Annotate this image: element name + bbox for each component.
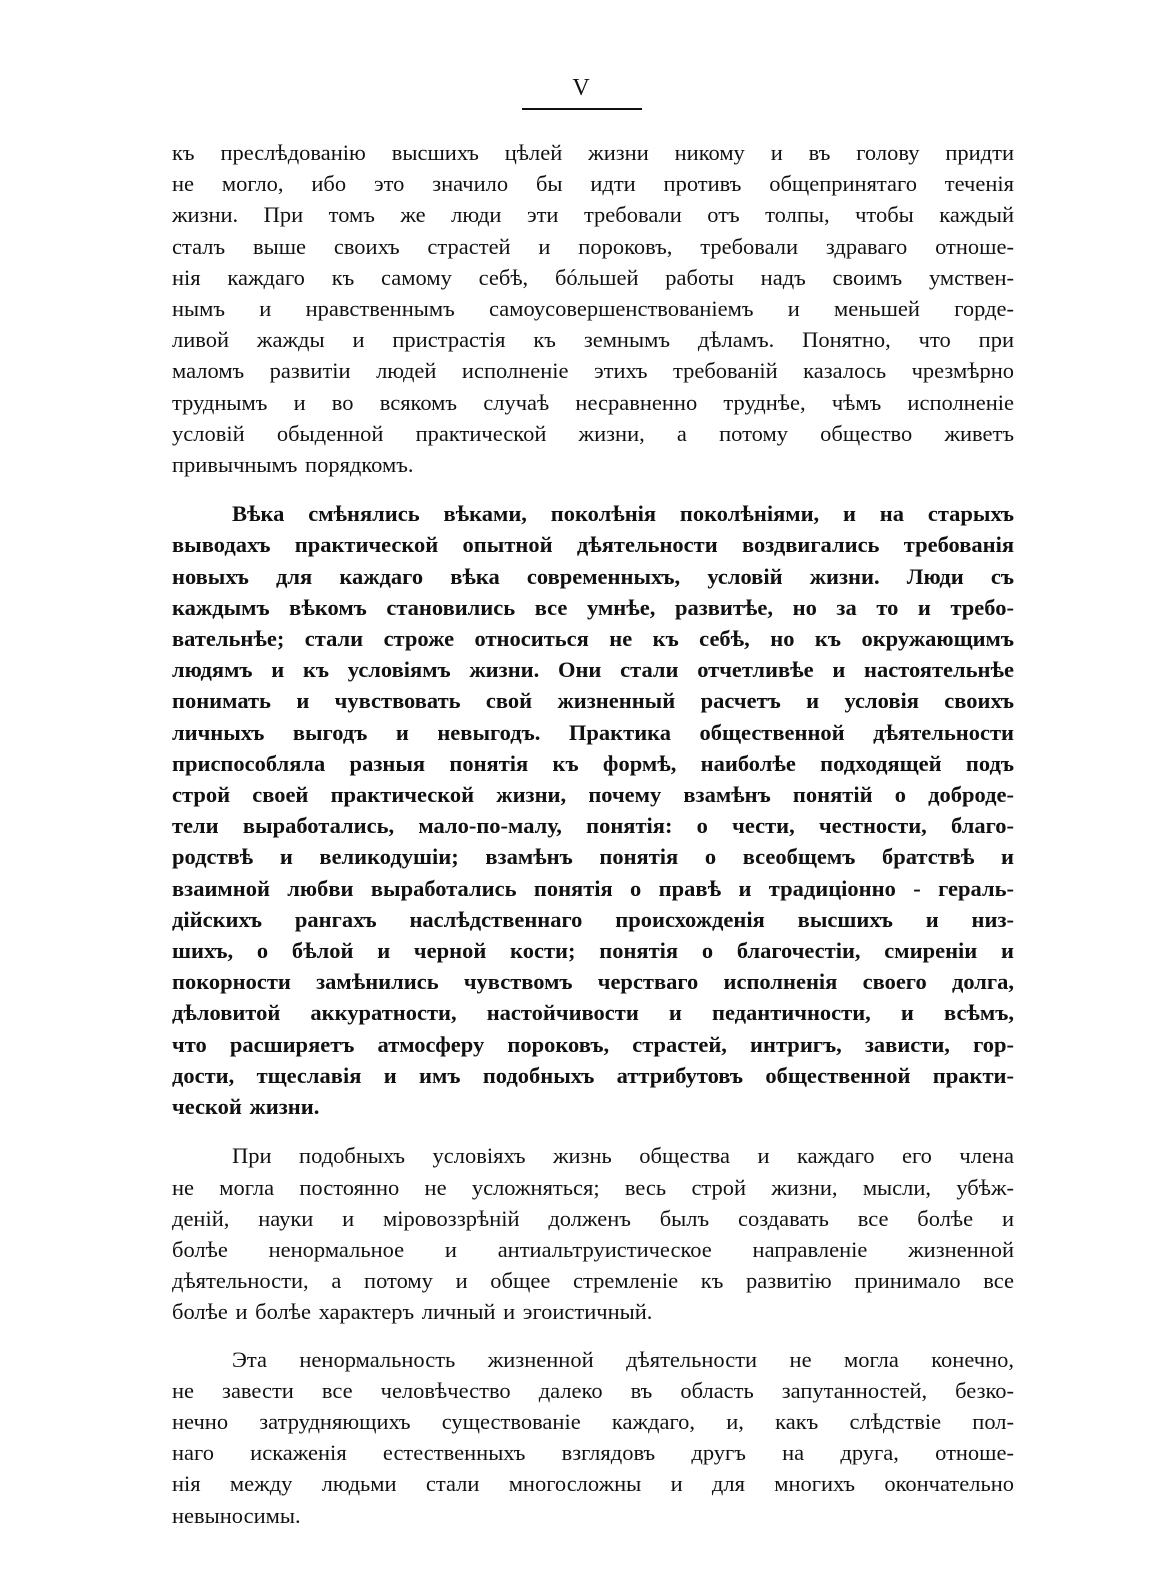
text-line: каждымъ вѣкомъ становились все умнѣе, развитѣе, но за то и требо- (172, 594, 1014, 620)
text-line: личныхъ выгодъ и невыгодъ. Практика общественной дѣятельности (172, 719, 1014, 745)
text-line: болѣе ненормальное и антиальтруистическое направленiе жизненной (172, 1236, 1014, 1262)
text-line: нечно затрудняющихъ существованiе каждаго, и, какъ слѣдствiе пол- (172, 1408, 1014, 1434)
header-rule (522, 108, 642, 110)
text-line: вательнѣе; стали строже относиться не къ себѣ, но къ окружающимъ (172, 626, 1014, 652)
text-line: наго искаженiя естественныхъ взглядовъ другъ на друга, отноше- (172, 1440, 1014, 1466)
text-line: При подобныхъ условiяхъ жизнь общества и каждаго его члена (232, 1143, 1014, 1169)
text-line: условiй обыденной практической жизни, а потому общество живетъ (172, 420, 1014, 446)
text-line: ливой жажды и пристрастiя къ земнымъ дѣламъ. Понятно, что при (172, 327, 1014, 353)
text-line: Эта ненормальность жизненной дѣятельности не могла конечно, (232, 1346, 1014, 1372)
text-line: не могло, ибо это значило бы идти противъ общепринятаго теченiя (172, 171, 1014, 197)
text-line: дѣятельности, а потому и общее стремленiе къ развитiю принимало все (172, 1268, 1014, 1294)
text-line: понимать и чувствовать свой жизненный расчетъ и условiя своихъ (172, 688, 1014, 714)
text-line: болѣе и болѣе характеръ личный и эгоистичный. (172, 1299, 653, 1325)
text-line: выводахъ практической опытной дѣятельности воздвигались требованiя (172, 532, 1014, 558)
text-line: дости, тщеславiя и имъ подобныхъ аттрибутовъ общественной практи- (172, 1062, 1014, 1088)
paragraph-1 (172, 137, 1014, 480)
text-line: что расширяетъ атмосферу пороковъ, страстей, интригъ, зависти, гор- (172, 1031, 1014, 1057)
text-line: нiя между людьми стали многосложны и для многихъ окончательно (172, 1471, 1014, 1497)
text-line: привычнымъ порядкомъ. (172, 452, 414, 478)
text-line: къ преслѣдованiю высшихъ цѣлей жизни никому и въ голову придти (172, 140, 1014, 165)
text-line: строй своей практической жизни, почему взамѣнъ понятiй о доброде- (172, 782, 1014, 808)
text-line: Вѣка смѣнялись вѣками, поколѣнiя поколѣнiями, и на старыхъ (232, 501, 1014, 527)
text-line: тели выработались, мало-по-малу, понятiя: о чести, честности, благо- (172, 813, 1014, 839)
text-line: денiй, науки и мiровоззрѣнiй долженъ былъ создавать все болѣе и (172, 1205, 1014, 1231)
text-line: взаимной любви выработались понятiя о правѣ и традицiонно - гераль- (172, 875, 1014, 901)
text-line: жизни. При томъ же люди эти требовали отъ толпы, чтобы каждый (172, 202, 1014, 228)
paragraph-gap (172, 480, 1014, 498)
text-line: невыносимы. (172, 1502, 301, 1528)
text-line: сталъ выше своихъ страстей и пороковъ, требовали здраваго отноше- (172, 233, 1014, 259)
body-text (172, 137, 1014, 1531)
paragraph-3 (172, 1140, 1014, 1327)
text-line: не завести все человѣчество далеко въ область запутанностей, безко- (172, 1377, 1014, 1403)
text-line: не могла постоянно не усложняться; весь строй жизни, мысли, убѣж- (172, 1174, 1014, 1200)
page-number: V (572, 75, 591, 101)
text-line: родствѣ и великодушiи; взамѣнъ понятiя о всеобщемъ братствѣ и (172, 844, 1014, 870)
paragraph-4 (172, 1344, 1014, 1531)
text-line: нiя каждаго къ самому себѣ, бóльшей работы надъ своимъ умствен- (172, 264, 1014, 290)
text-line: покорности замѣнились чувствомъ черстваго исполненiя своего долга, (172, 969, 1014, 995)
text-line: маломъ развитiи людей исполненiе этихъ требованiй казалось чрезмѣрно (172, 358, 1014, 384)
text-line: новыхъ для каждаго вѣка современныхъ, условiй жизни. Люди съ (172, 563, 1014, 589)
text-line: приспособляла разныя понятiя къ формѣ, наиболѣе подходящей подъ (172, 750, 1014, 776)
text-line: дѣловитой аккуратности, настойчивости и педантичности, и всѣмъ, (172, 1000, 1014, 1026)
paragraph-gap (172, 1328, 1014, 1344)
text-line: труднымъ и во всякомъ случаѣ несравненно труднѣе, чѣмъ исполненiе (172, 389, 1014, 415)
paragraph-gap (172, 1122, 1014, 1140)
page-header (0, 74, 1163, 110)
text-line: дiйскихъ рангахъ наслѣдственнаго происхожденiя высшихъ и низ- (172, 906, 1014, 932)
paragraph-2 (172, 498, 1014, 1122)
text-line: людямъ и къ условiямъ жизни. Они стали отчетливѣе и настоятельнѣе (172, 657, 1014, 683)
text-line: шихъ, о бѣлой и черной кости; понятiя о благочестiи, смиренiи и (172, 938, 1014, 964)
text-line: нымъ и нравственнымъ самоусовершенствованiемъ и меньшей горде- (172, 296, 1014, 322)
text-line: ческой жизни. (172, 1094, 320, 1120)
